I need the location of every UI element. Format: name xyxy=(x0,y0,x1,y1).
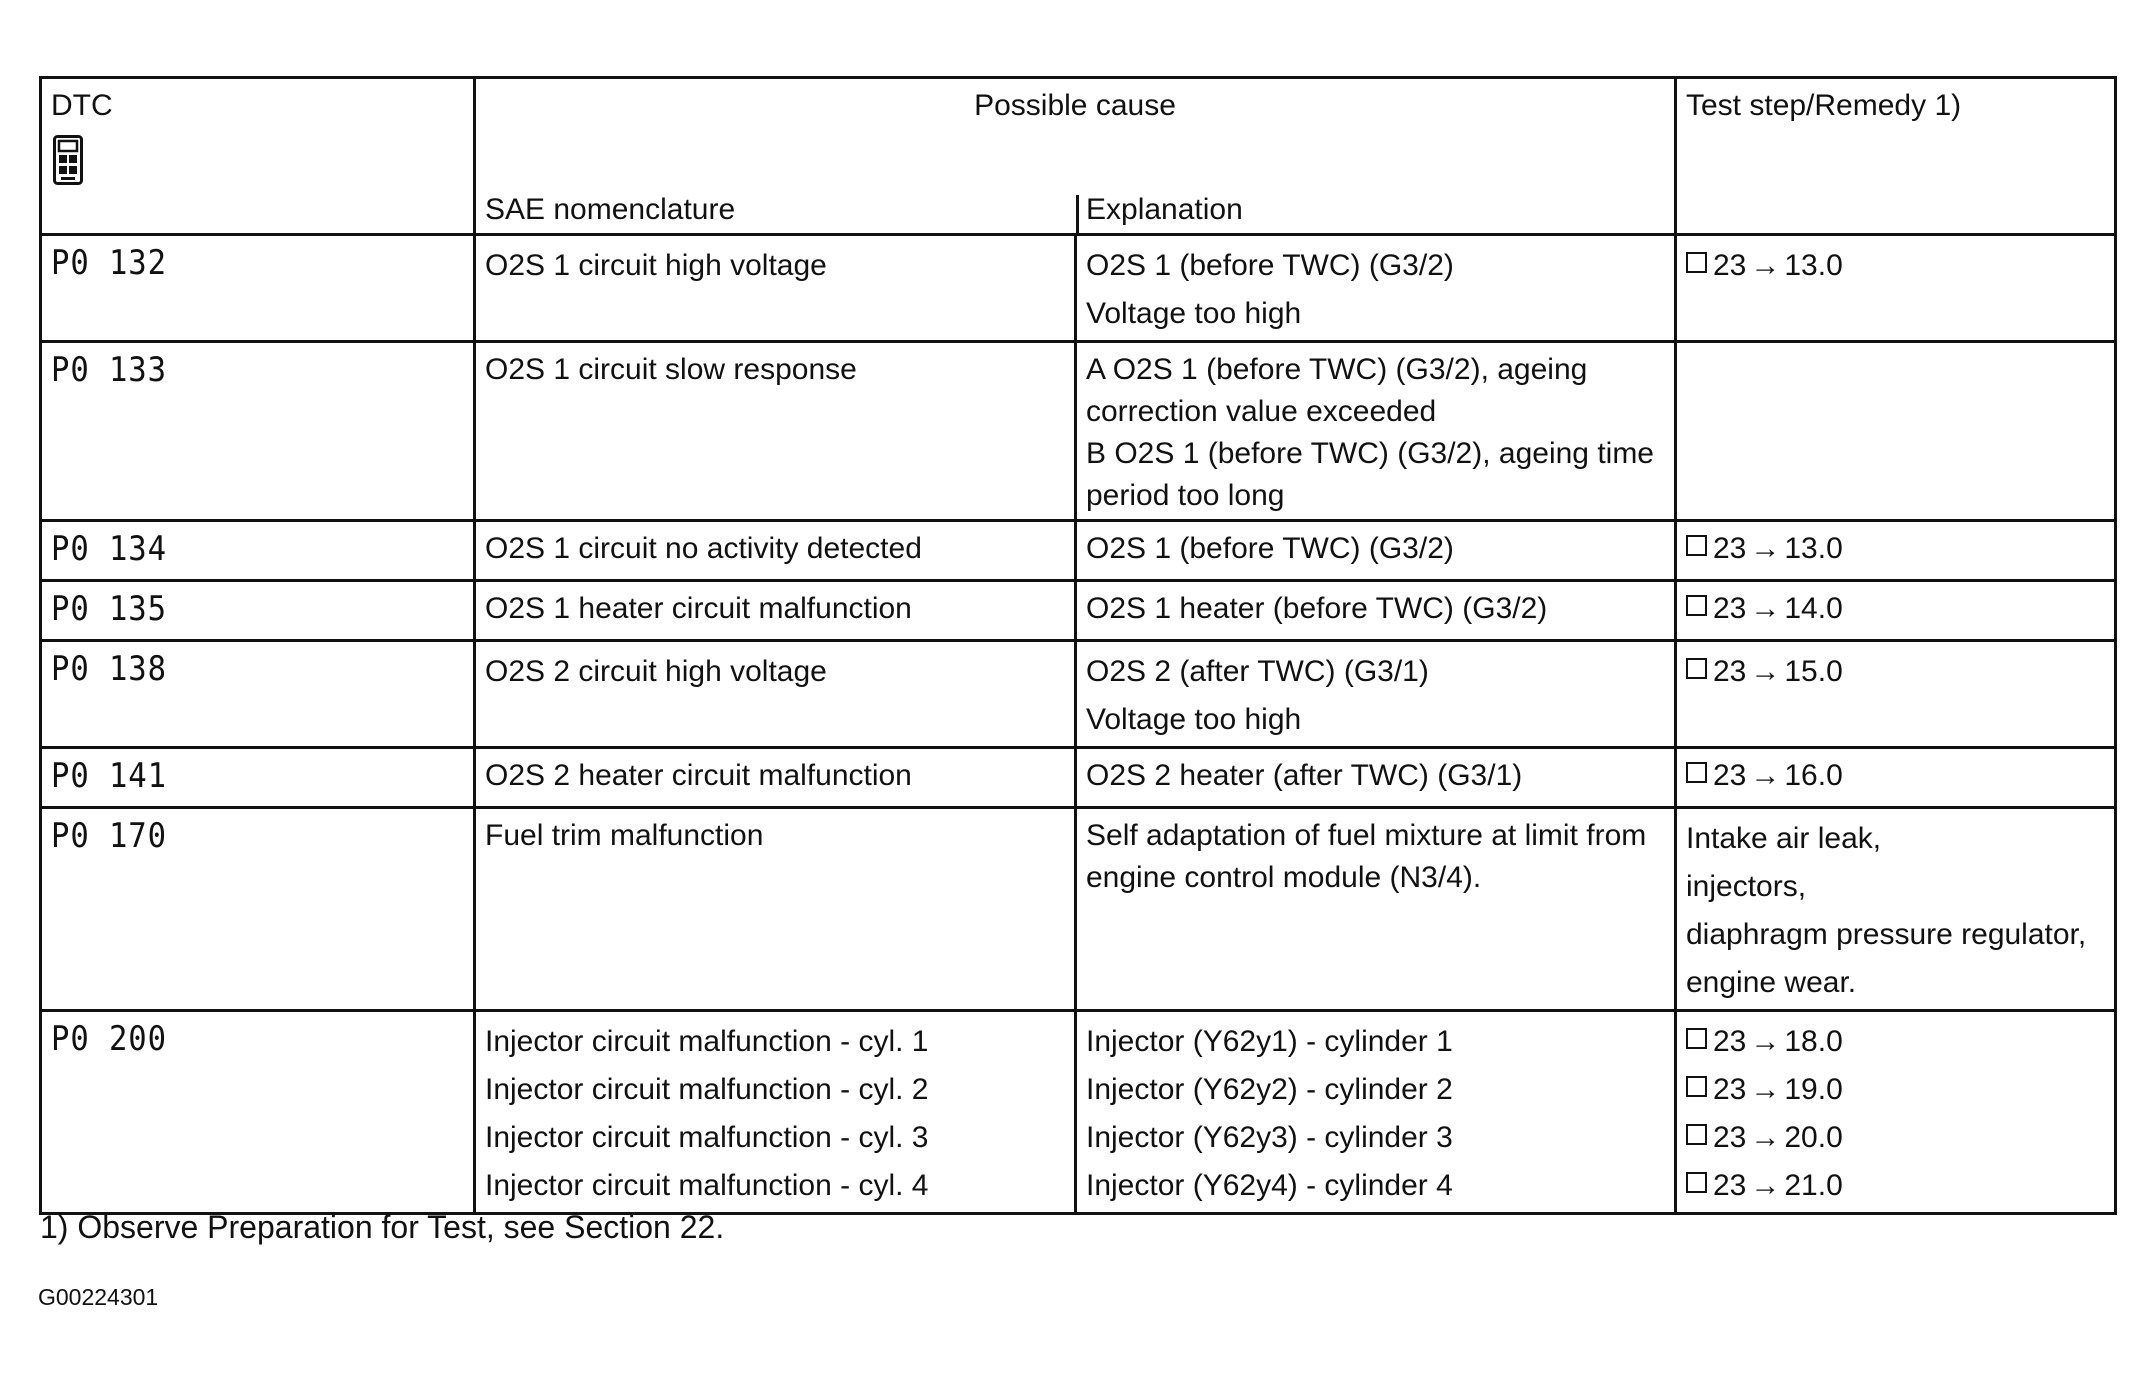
remedy-from: 23 xyxy=(1713,1121,1747,1154)
right-arrow-icon: → xyxy=(1750,1025,1781,1058)
dtc-code-cell xyxy=(41,235,475,342)
table-row xyxy=(41,521,2116,581)
dtc-code: P0 133 xyxy=(51,350,167,390)
right-arrow-icon: → xyxy=(1750,249,1781,282)
explanation-text: O2S 2 (after TWC) (G3/1) xyxy=(1086,655,1429,688)
explanation-cell xyxy=(1076,521,1676,581)
remedy-line xyxy=(1686,648,2105,696)
remedy-cell xyxy=(1676,1011,2116,1214)
remedy-to: 18.0 xyxy=(1784,1025,1843,1058)
dtc-code-cell xyxy=(41,342,475,521)
remedy-to: 21.0 xyxy=(1784,1169,1843,1202)
explanation-text: Voltage too high xyxy=(1086,297,1302,330)
header-dtc-label: DTC xyxy=(51,89,113,122)
explanation-text: O2S 1 (before TWC) (G3/2) xyxy=(1086,249,1454,282)
explanation-text: O2S 1 (before TWC) (G3/2) xyxy=(1086,532,1454,565)
explanation-cell xyxy=(1076,641,1676,748)
checkbox-square-icon xyxy=(1686,762,1707,783)
diagnostic-tester-icon xyxy=(53,135,83,185)
remedy-cell xyxy=(1676,641,2116,748)
dtc-code: P0 141 xyxy=(51,756,167,796)
checkbox-square-icon xyxy=(1686,595,1707,616)
sae-cell xyxy=(475,342,1076,521)
right-arrow-icon: → xyxy=(1750,1073,1781,1106)
explanation-text: Injector (Y62y4) - cylinder 4 xyxy=(1086,1169,1453,1202)
checkbox-square-icon xyxy=(1686,1172,1707,1193)
remedy-line xyxy=(1686,588,2105,630)
dtc-code: P0 134 xyxy=(51,529,167,569)
header-dtc xyxy=(41,78,475,235)
remedy-line xyxy=(1686,1114,2105,1162)
sae-cell xyxy=(475,581,1076,641)
table-row xyxy=(41,235,2116,342)
remedy-cell xyxy=(1676,808,2116,1011)
dtc-code: P0 138 xyxy=(51,649,167,689)
checkbox-square-icon xyxy=(1686,252,1707,273)
sae-text: O2S 2 heater circuit malfunction xyxy=(485,759,912,792)
remedy-to: 16.0 xyxy=(1784,759,1843,792)
remedy-text: engine wear. xyxy=(1686,966,1857,999)
dtc-code-cell xyxy=(41,641,475,748)
sae-text: O2S 1 heater circuit malfunction xyxy=(485,592,912,625)
header-test-step-label: Test step/Remedy 1) xyxy=(1686,89,1962,122)
dtc-code-cell xyxy=(41,808,475,1011)
remedy-line xyxy=(1686,528,2105,570)
remedy-to: 15.0 xyxy=(1784,655,1843,688)
sae-text: Injector circuit malfunction - cyl. 3 xyxy=(485,1121,929,1154)
dtc-table xyxy=(39,76,2117,1215)
dtc-code-cell xyxy=(41,748,475,808)
remedy-line xyxy=(1686,1162,2105,1210)
dtc-code: P0 170 xyxy=(51,816,167,856)
explanation-text: Voltage too high xyxy=(1086,703,1302,736)
sae-text: O2S 1 circuit no activity detected xyxy=(485,532,922,565)
remedy-text: diaphragm pressure regulator, xyxy=(1686,918,2087,951)
checkbox-square-icon xyxy=(1686,1124,1707,1145)
remedy-to: 13.0 xyxy=(1784,532,1843,565)
remedy-from: 23 xyxy=(1713,592,1747,625)
explanation-text: Self adaptation of fuel mixture at limit from xyxy=(1086,819,1647,852)
explanation-text: Injector (Y62y3) - cylinder 3 xyxy=(1086,1121,1453,1154)
explanation-cell xyxy=(1076,581,1676,641)
sae-text: Injector circuit malfunction - cyl. 2 xyxy=(485,1073,929,1106)
explanation-text: O2S 2 heater (after TWC) (G3/1) xyxy=(1086,759,1523,792)
figure-id: G00224301 xyxy=(38,1284,159,1310)
remedy-cell xyxy=(1676,342,2116,521)
header-sae-label: SAE nomenclature xyxy=(485,193,736,226)
sae-cell xyxy=(475,641,1076,748)
dtc-code-cell xyxy=(41,1011,475,1214)
remedy-to: 20.0 xyxy=(1784,1121,1843,1154)
sae-cell xyxy=(475,748,1076,808)
remedy-to: 14.0 xyxy=(1784,592,1843,625)
footnote: 1) Observe Preparation for Test, see Section 22. xyxy=(40,1209,725,1245)
dtc-code-cell xyxy=(41,521,475,581)
dtc-code-cell xyxy=(41,581,475,641)
explanation-text: B O2S 1 (before TWC) (G3/2), ageing time xyxy=(1086,437,1654,470)
checkbox-square-icon xyxy=(1686,658,1707,679)
remedy-to: 13.0 xyxy=(1784,249,1843,282)
table-row xyxy=(41,342,2116,521)
sae-text: Injector circuit malfunction - cyl. 1 xyxy=(485,1025,929,1058)
dtc-code: P0 132 xyxy=(51,243,167,283)
sae-text: Fuel trim malfunction xyxy=(485,819,764,852)
explanation-cell xyxy=(1076,808,1676,1011)
explanation-text: Injector (Y62y2) - cylinder 2 xyxy=(1086,1073,1453,1106)
right-arrow-icon: → xyxy=(1750,759,1781,792)
sae-text: O2S 1 circuit high voltage xyxy=(485,249,827,282)
remedy-to: 19.0 xyxy=(1784,1073,1843,1106)
remedy-from: 23 xyxy=(1713,1025,1747,1058)
dtc-code: P0 200 xyxy=(51,1019,167,1059)
remedy-from: 23 xyxy=(1713,532,1747,565)
remedy-line xyxy=(1686,242,2105,290)
remedy-from: 23 xyxy=(1713,759,1747,792)
checkbox-square-icon xyxy=(1686,535,1707,556)
table-row xyxy=(41,641,2116,748)
table-row xyxy=(41,581,2116,641)
header-explanation-label: Explanation xyxy=(1086,193,1243,226)
remedy-line xyxy=(1686,1018,2105,1066)
right-arrow-icon: → xyxy=(1750,655,1781,688)
sae-cell xyxy=(475,235,1076,342)
table-row xyxy=(41,748,2116,808)
header-possible-cause-label: Possible cause xyxy=(974,89,1176,122)
checkbox-square-icon xyxy=(1686,1076,1707,1097)
table-body xyxy=(41,235,2116,1214)
remedy-line xyxy=(1686,1066,2105,1114)
explanation-text: O2S 1 heater (before TWC) (G3/2) xyxy=(1086,592,1548,625)
explanation-cell xyxy=(1076,342,1676,521)
checkbox-square-icon xyxy=(1686,1028,1707,1049)
remedy-text: Intake air leak, xyxy=(1686,822,1882,855)
right-arrow-icon: → xyxy=(1750,532,1781,565)
remedy-cell xyxy=(1676,521,2116,581)
remedy-cell xyxy=(1676,235,2116,342)
sae-text: Injector circuit malfunction - cyl. 4 xyxy=(485,1169,929,1202)
sae-text: O2S 2 circuit high voltage xyxy=(485,655,827,688)
remedy-from: 23 xyxy=(1713,1073,1747,1106)
sae-cell xyxy=(475,521,1076,581)
sae-text: O2S 1 circuit slow response xyxy=(485,353,857,386)
explanation-cell xyxy=(1076,748,1676,808)
header-test-step xyxy=(1676,78,2116,235)
right-arrow-icon: → xyxy=(1750,1121,1781,1154)
right-arrow-icon: → xyxy=(1750,1169,1781,1202)
table-row xyxy=(41,1011,2116,1214)
sae-cell xyxy=(475,1011,1076,1214)
remedy-text: injectors, xyxy=(1686,870,1807,903)
remedy-from: 23 xyxy=(1713,655,1747,688)
remedy-cell xyxy=(1676,581,2116,641)
explanation-text: correction value exceeded xyxy=(1086,395,1437,428)
header-subdivider xyxy=(1076,195,1079,233)
remedy-from: 23 xyxy=(1713,1169,1747,1202)
right-arrow-icon: → xyxy=(1750,592,1781,625)
remedy-line xyxy=(1686,755,2105,797)
sae-cell xyxy=(475,808,1076,1011)
explanation-text: Injector (Y62y1) - cylinder 1 xyxy=(1086,1025,1453,1058)
remedy-from: 23 xyxy=(1713,249,1747,282)
table-header-row xyxy=(41,78,2116,235)
explanation-text: engine control module (N3/4). xyxy=(1086,861,1482,894)
dtc-code: P0 135 xyxy=(51,589,167,629)
table-row xyxy=(41,808,2116,1011)
explanation-cell xyxy=(1076,1011,1676,1214)
explanation-text: period too long xyxy=(1086,479,1285,512)
header-possible-cause xyxy=(475,78,1676,235)
explanation-cell xyxy=(1076,235,1676,342)
explanation-text: A O2S 1 (before TWC) (G3/2), ageing xyxy=(1086,353,1588,386)
remedy-cell xyxy=(1676,748,2116,808)
